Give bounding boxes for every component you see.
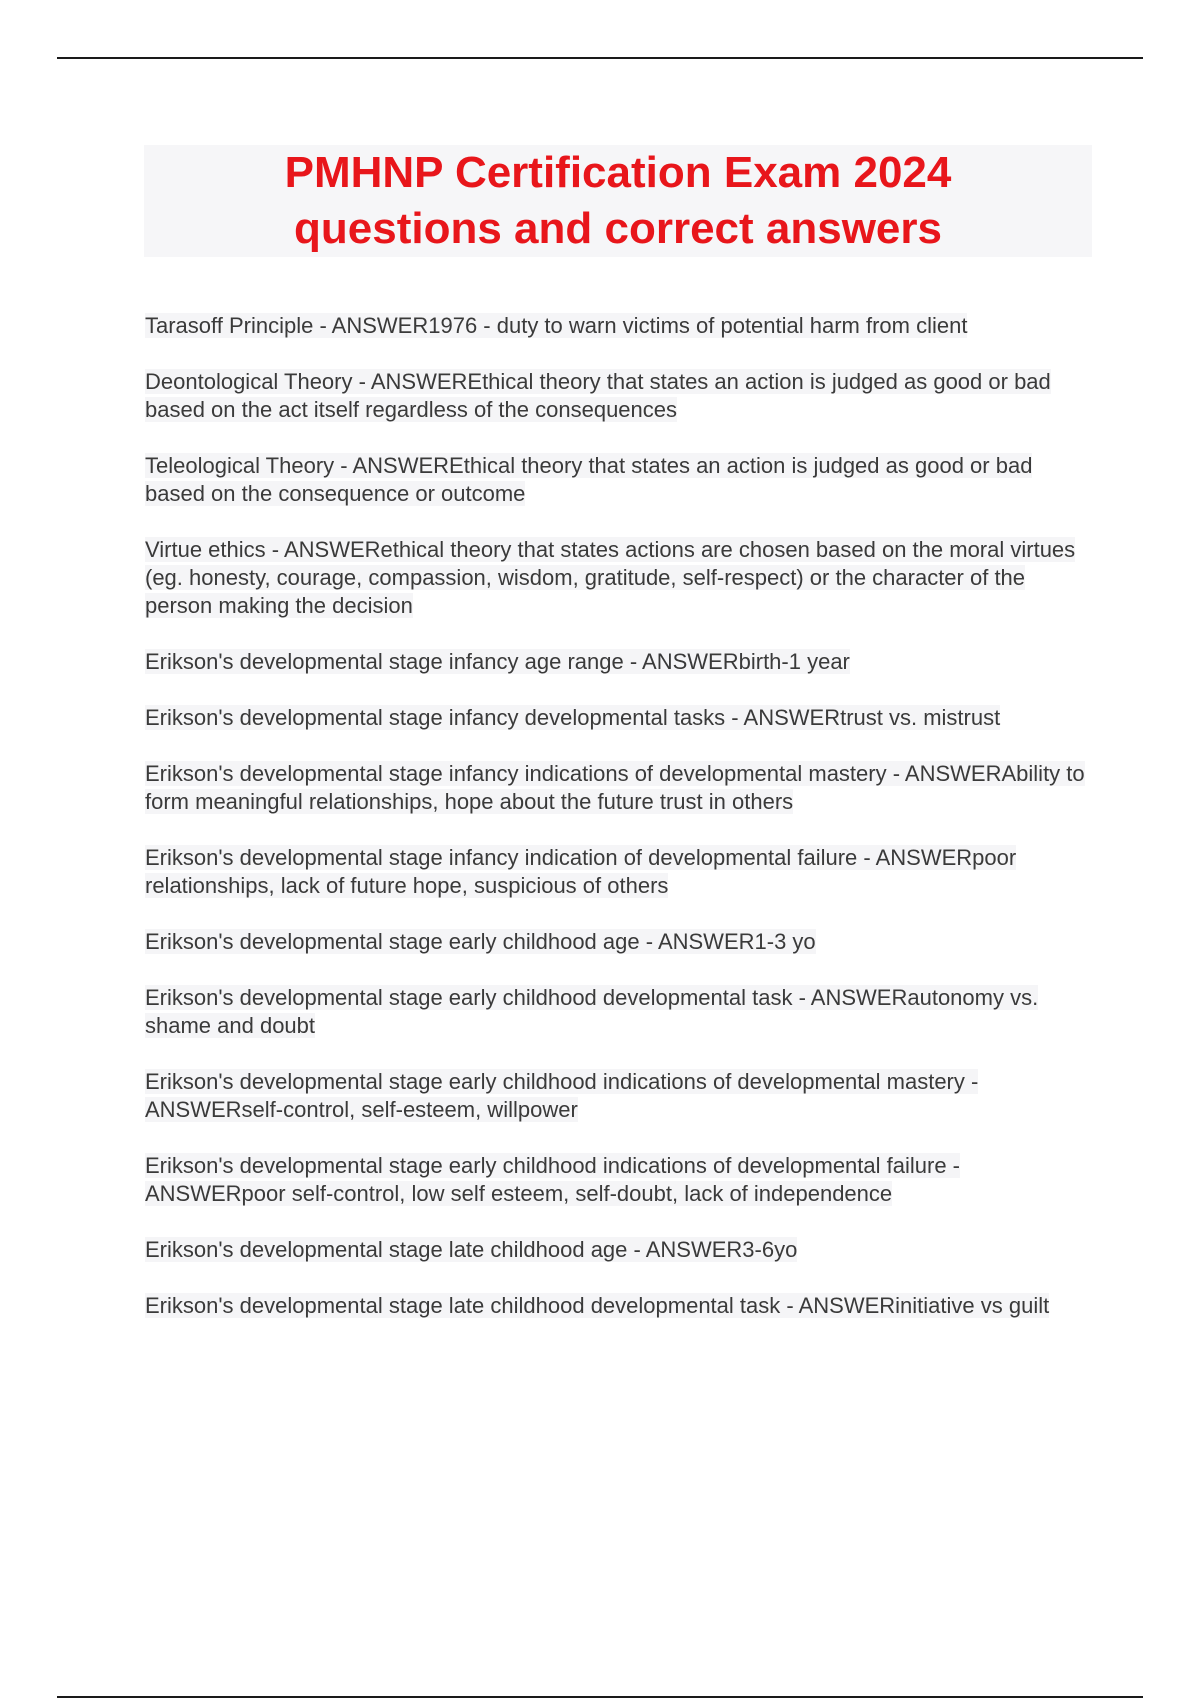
qa-text: Erikson's developmental stage early childhood age - ANSWER1-3 yo — [145, 929, 816, 954]
qa-text: Erikson's developmental stage early childhood indications of developmental mastery - ANSWERself-control, self-esteem, willpower — [145, 1069, 979, 1122]
qa-text: Erikson's developmental stage infancy indications of developmental mastery - ANSWERAbility to form meaningful relationships, hope about the future trust in others — [145, 761, 1085, 814]
qa-item-early-childhood-failure — [145, 1152, 1095, 1208]
qa-item-infancy-age — [145, 648, 1095, 676]
qa-text: Erikson's developmental stage early childhood indications of developmental failure - ANSWERpoor self-control, low self esteem, self-doubt, lack of independence — [145, 1153, 960, 1206]
qa-text: Erikson's developmental stage infancy age range - ANSWERbirth-1 year — [145, 649, 850, 674]
qa-item-tarasoff — [145, 312, 1095, 340]
qa-item-late-childhood-age — [145, 1236, 1095, 1264]
qa-item-infancy-tasks — [145, 704, 1095, 732]
title-line-2: questions and correct answers — [294, 204, 942, 253]
footer-rule — [57, 1696, 1143, 1698]
qa-text: Virtue ethics - ANSWERethical theory that states actions are chosen based on the moral virtues (eg. honesty, courage, compassion, wisdom, gratitude, self-respect) or the character of the person making the decision — [145, 537, 1076, 618]
qa-item-deontological — [145, 368, 1095, 424]
qa-text: Teleological Theory - ANSWEREthical theory that states an action is judged as good or bad based on the consequence or outcome — [145, 453, 1033, 506]
header-rule — [57, 57, 1143, 59]
qa-text: Erikson's developmental stage infancy developmental tasks - ANSWERtrust vs. mistrust — [145, 705, 1001, 730]
qa-text: Erikson's developmental stage infancy indication of developmental failure - ANSWERpoor relationships, lack of future hope, suspicious of others — [145, 845, 1017, 898]
qa-text: Tarasoff Principle - ANSWER1976 - duty to warn victims of potential harm from client — [145, 313, 968, 338]
qa-text: Erikson's developmental stage late childhood developmental task - ANSWERinitiative vs guilt — [145, 1293, 1050, 1318]
qa-item-early-childhood-age — [145, 928, 1095, 956]
qa-item-teleological — [145, 452, 1095, 508]
qa-text: Deontological Theory - ANSWEREthical theory that states an action is judged as good or bad based on the act itself regardless of the consequences — [145, 369, 1051, 422]
qa-item-infancy-mastery — [145, 760, 1095, 816]
qa-item-virtue-ethics — [145, 536, 1095, 620]
qa-item-early-childhood-task — [145, 984, 1095, 1040]
title-line-1: PMHNP Certification Exam 2024 — [284, 148, 952, 197]
qa-text: Erikson's developmental stage late childhood age - ANSWER3-6yo — [145, 1237, 798, 1262]
qa-list — [145, 312, 1095, 1348]
title-banner — [144, 145, 1092, 257]
qa-item-late-childhood-task — [145, 1292, 1095, 1320]
qa-item-early-childhood-mastery — [145, 1068, 1095, 1124]
qa-item-infancy-failure — [145, 844, 1095, 900]
qa-text: Erikson's developmental stage early childhood developmental task - ANSWERautonomy vs. shame and doubt — [145, 985, 1039, 1038]
